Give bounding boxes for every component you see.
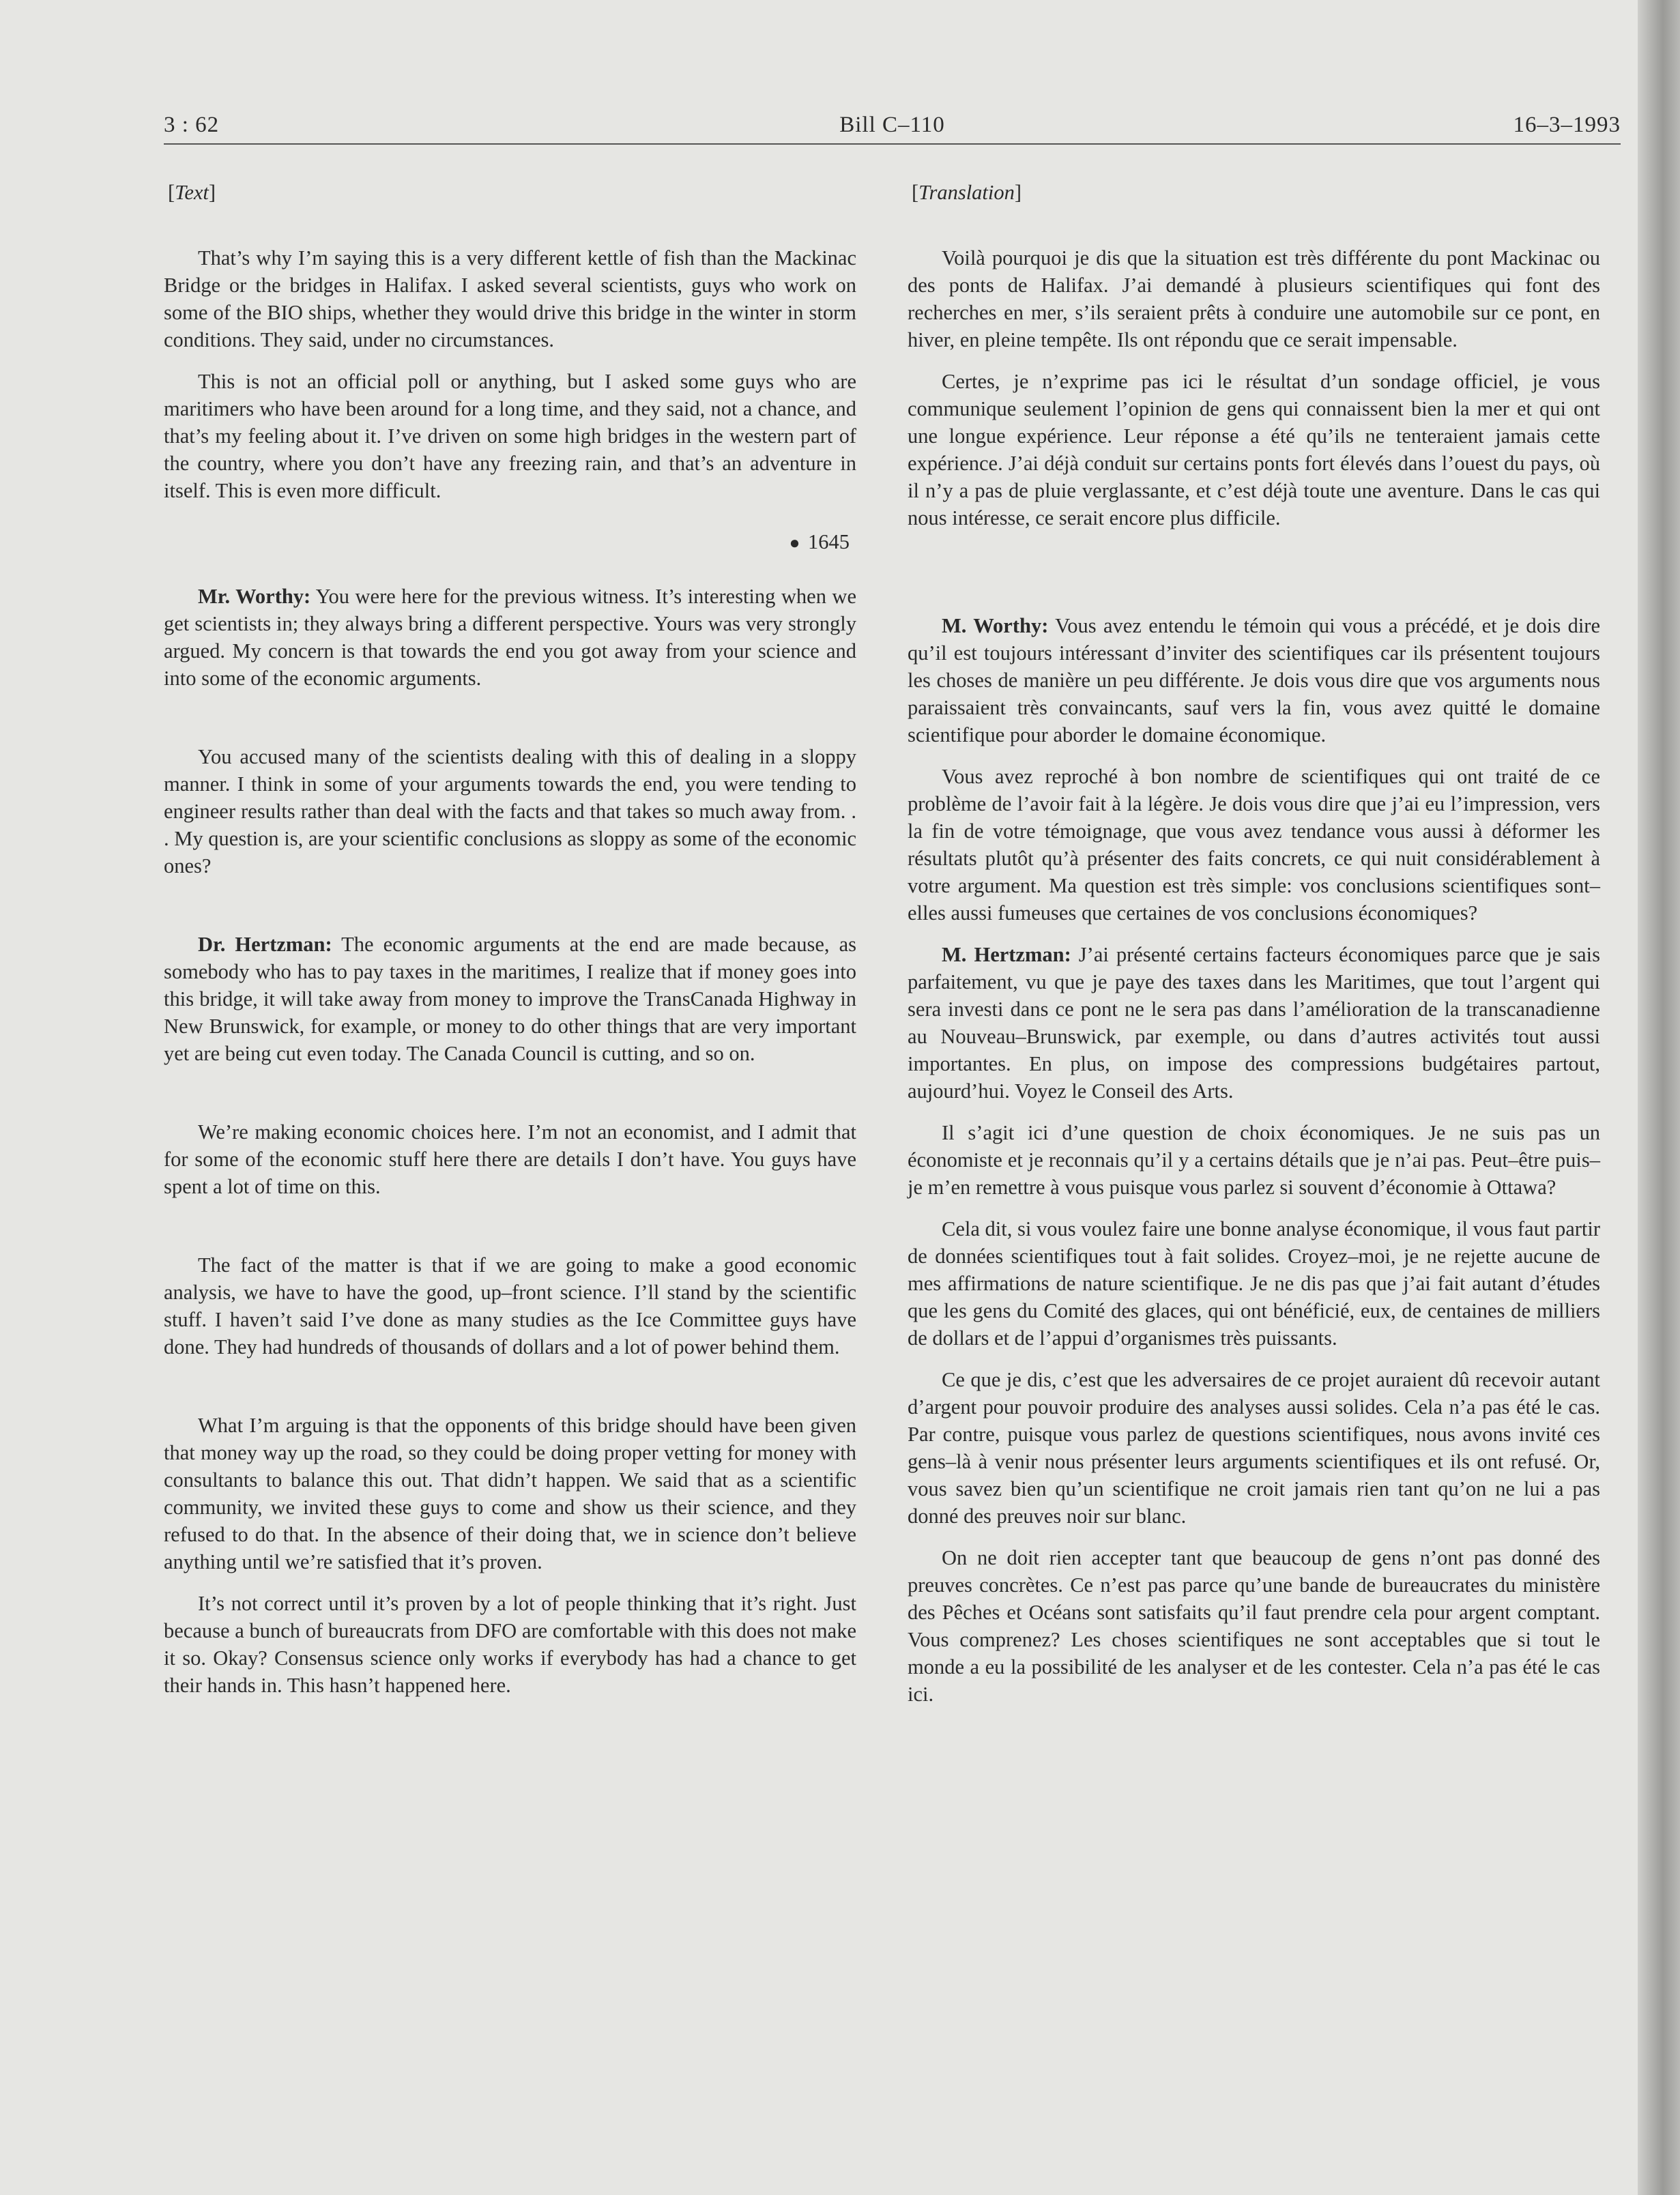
paragraph: This is not an official poll or anything, but I asked some guys who are maritimers who have been around for a long time, and they said, not a chance, and that’s my feeling about it. I’ve driven on some high bridges in the western part of the country, where you don’t have any freezing rain, and that’s an adventure in itself. This is even more difficult. [164, 370, 856, 502]
bullet-icon: ● [789, 533, 800, 553]
speaker-name: M. Worthy: [942, 614, 1049, 637]
column-label-text: [Text] [168, 181, 216, 204]
speaker-name: Dr. Hertzman: [198, 933, 332, 956]
paragraph: What I’m arguing is that the opponents of this bridge should have been given that money way up the road, so they could be doing proper vetting for money with consultants to balance this out. That didn’t happen. We said that as a scientific community, we invited these guys to come and show us their science, and they refused to do that. In the absence of their doing that, we in science don’t believe anything until we’re satisfied that it’s proven. [164, 1414, 856, 1573]
paragraph: You accused many of the scientists dealing with this of dealing in a sloppy manner. I think in some of your arguments towards the end, you were tending to engineer results rather than deal with the facts and that takes so much away from. . . My question is, are your scientific conclusions as sloppy as some of the economic ones? [164, 745, 856, 877]
paragraph: We’re making economic choices here. I’m not an economist, and I admit that for some of the economic stuff here there are details I don’t have. You guys have spent a lot of time on this. [164, 1120, 856, 1198]
paragraph: M. Worthy: Vous avez entendu le témoin qui vous a précédé, et je dois dire qu’il est toujours intéressant d’inviter des scientifiques car ils présentent toujours les choses de manière un peu différente. Je dois vous dire que vos arguments nous paraissaient très convaincants, sauf vers la fin, vous avez quitté le domaine scientifique pour aborder le domaine économique. [908, 614, 1600, 746]
page-date: 16–3–1993 [1513, 113, 1621, 137]
paragraph: It’s not correct until it’s proven by a lot of people thinking that it’s right. Just because a bunch of bureaucrats from DFO are comfortable with this does not make it so. Okay? Consensus science only works if everybody has had a chance to get their hands in. This hasn’t happened here. [164, 1592, 856, 1697]
column-label-translation: [Translation] [912, 181, 1022, 204]
page-header [164, 102, 1621, 145]
paragraph: M. Hertzman: J’ai présenté certains facteurs économiques parce que je sais parfaitement, vu que je paye des taxes dans les Maritimes, que tout l’argent qui sera investi dans ce pont ne le sera pas dans l’amélioration de la transcanadienne au Nouveau–Brunswick, par exemple, ou dans d’autres activités tout aussi importantes. En plus, on impose des compressions budgétaires partout, aujourd’hui. Voyez le Conseil des Arts. [908, 943, 1600, 1103]
paragraph: Mr. Worthy: You were here for the previous witness. It’s interesting when we get scientists in; they always bring a different perspective. Yours was very strongly argued. My concern is that towards the end you got away from your science and into some of the economic arguments. [164, 585, 856, 690]
speaker-name: Mr. Worthy: [198, 585, 311, 608]
paragraph: Ce que je dis, c’est que les adversaires de ce projet auraient dû recevoir autant d’argent pour pouvoir produire des analyses aussi solides. Cela n’a pas été le cas. Par contre, puisque vous parlez de questions scientifiques, nous avons invité ces gens–là à venir nous présenter leurs arguments scientifiques et ils ont refusé. Or, vous savez bien qu’un scientifique ne croit jamais rien tant qu’on ne lui a pas donné des preuves noir sur blanc. [908, 1368, 1600, 1528]
english-column [164, 179, 856, 1713]
paragraph: The fact of the matter is that if we are going to make a good economic analysis, we have to have the good, up–front science. I’ll stand by the scientific stuff. I haven’t said I’ve done as many studies as the Ice Committee guys have done. They had hundreds of thousands of dollars and a lot of power behind them. [164, 1253, 856, 1358]
paragraph: Cela dit, si vous voulez faire une bonne analyse économique, il vous faut partir de données scientifiques tout à fait solides. Croyez–moi, je ne rejette aucune de mes affirmations de nature scientifique. Je ne dis pas que j’ai fait autant d’études que les gens du Comité des glaces, qui ont bénéficié, eux, de centaines de milliers de dollars et de l’appui d’organismes très puissants. [908, 1217, 1600, 1350]
page-number: 3 : 62 [164, 113, 220, 137]
paragraph: Il s’agit ici d’une question de choix économiques. Je ne suis pas un économiste et je reconnais qu’il y a certains détails que je n’ai pas. Peut–être puis–je m’en remettre à vous puisque vous parlez si souvent d’économie à Ottawa? [908, 1121, 1600, 1199]
paragraph: That’s why I’m saying this is a very different kettle of fish than the Mackinac Bridge or the bridges in Halifax. I asked several scientists, guys who work on some of the BIO ships, whether they would drive this bridge in the winter in storm conditions. They said, under no circumstances. [164, 246, 856, 351]
paragraph: Certes, je n’exprime pas ici le résultat d’un sondage officiel, je vous communique seulement l’opinion de gens qui connaissent bien la mer et qui ont une longue expérience. Leur réponse a été qu’ils ne tenteraient jamais cette expérience. J’ai déjà conduit sur certains ponts fort élevés dans l’ouest du pays, où il n’y a pas de pluie verglassante, et c’est déjà toute une aventure. Dans le cas qui nous intéresse, ce serait encore plus difficile. [908, 370, 1600, 529]
paragraph: Dr. Hertzman: The economic arguments at the end are made because, as somebody who has to pay taxes in the maritimes, I realize that if money goes into this bridge, it will take away from money to improve the TransCanada Highway in New Brunswick, for example, or money to do other things that are very important yet are being cut even today. The Canada Council is cutting, and so on. [164, 933, 856, 1065]
time-marker: ● 1645 [789, 530, 850, 553]
bill-title: Bill C–110 [839, 113, 945, 137]
french-column [908, 179, 1600, 1722]
speaker-name: M. Hertzman: [942, 943, 1071, 966]
page-binding-edge [1638, 0, 1680, 2195]
paragraph: Vous avez reproché à bon nombre de scientifiques qui ont traité de ce problème de l’avoir fait à la légère. Je dois vous dire que j’ai eu l’impression, vers la fin de votre témoignage, que vous avez tendance vous aussi à déformer les résultats plutôt qu’à présenter des faits concrets, ce qui nuit considérablement à votre argument. Ma question est très simple: vos conclusions scientifiques sont–elles aussi fumeuses que certaines de vos conclusions économiques? [908, 765, 1600, 925]
paragraph: On ne doit rien accepter tant que beaucoup de gens n’ont pas donné des preuves concrètes. Ce n’est pas parce qu’une bande de bureaucrates du ministère des Pêches et Océans sont satisfaits qu’il faut prendre cela pour argent comptant. Vous comprenez? Les choses scientifiques ne sont acceptables que si tout le monde a eu la possibilité de les analyser et de les contester. Cela n’a pas été le cas ici. [908, 1546, 1600, 1706]
paragraph: Voilà pourquoi je dis que la situation est très différente du pont Mackinac ou des ponts de Halifax. J’ai demandé à plusieurs scientifiques qui font des recherches en mer, s’ils seraient prêts à conduire une automobile sur ce pont, en hiver, en pleine tempête. Ils ont répondu que ce serait impensable. [908, 246, 1600, 351]
